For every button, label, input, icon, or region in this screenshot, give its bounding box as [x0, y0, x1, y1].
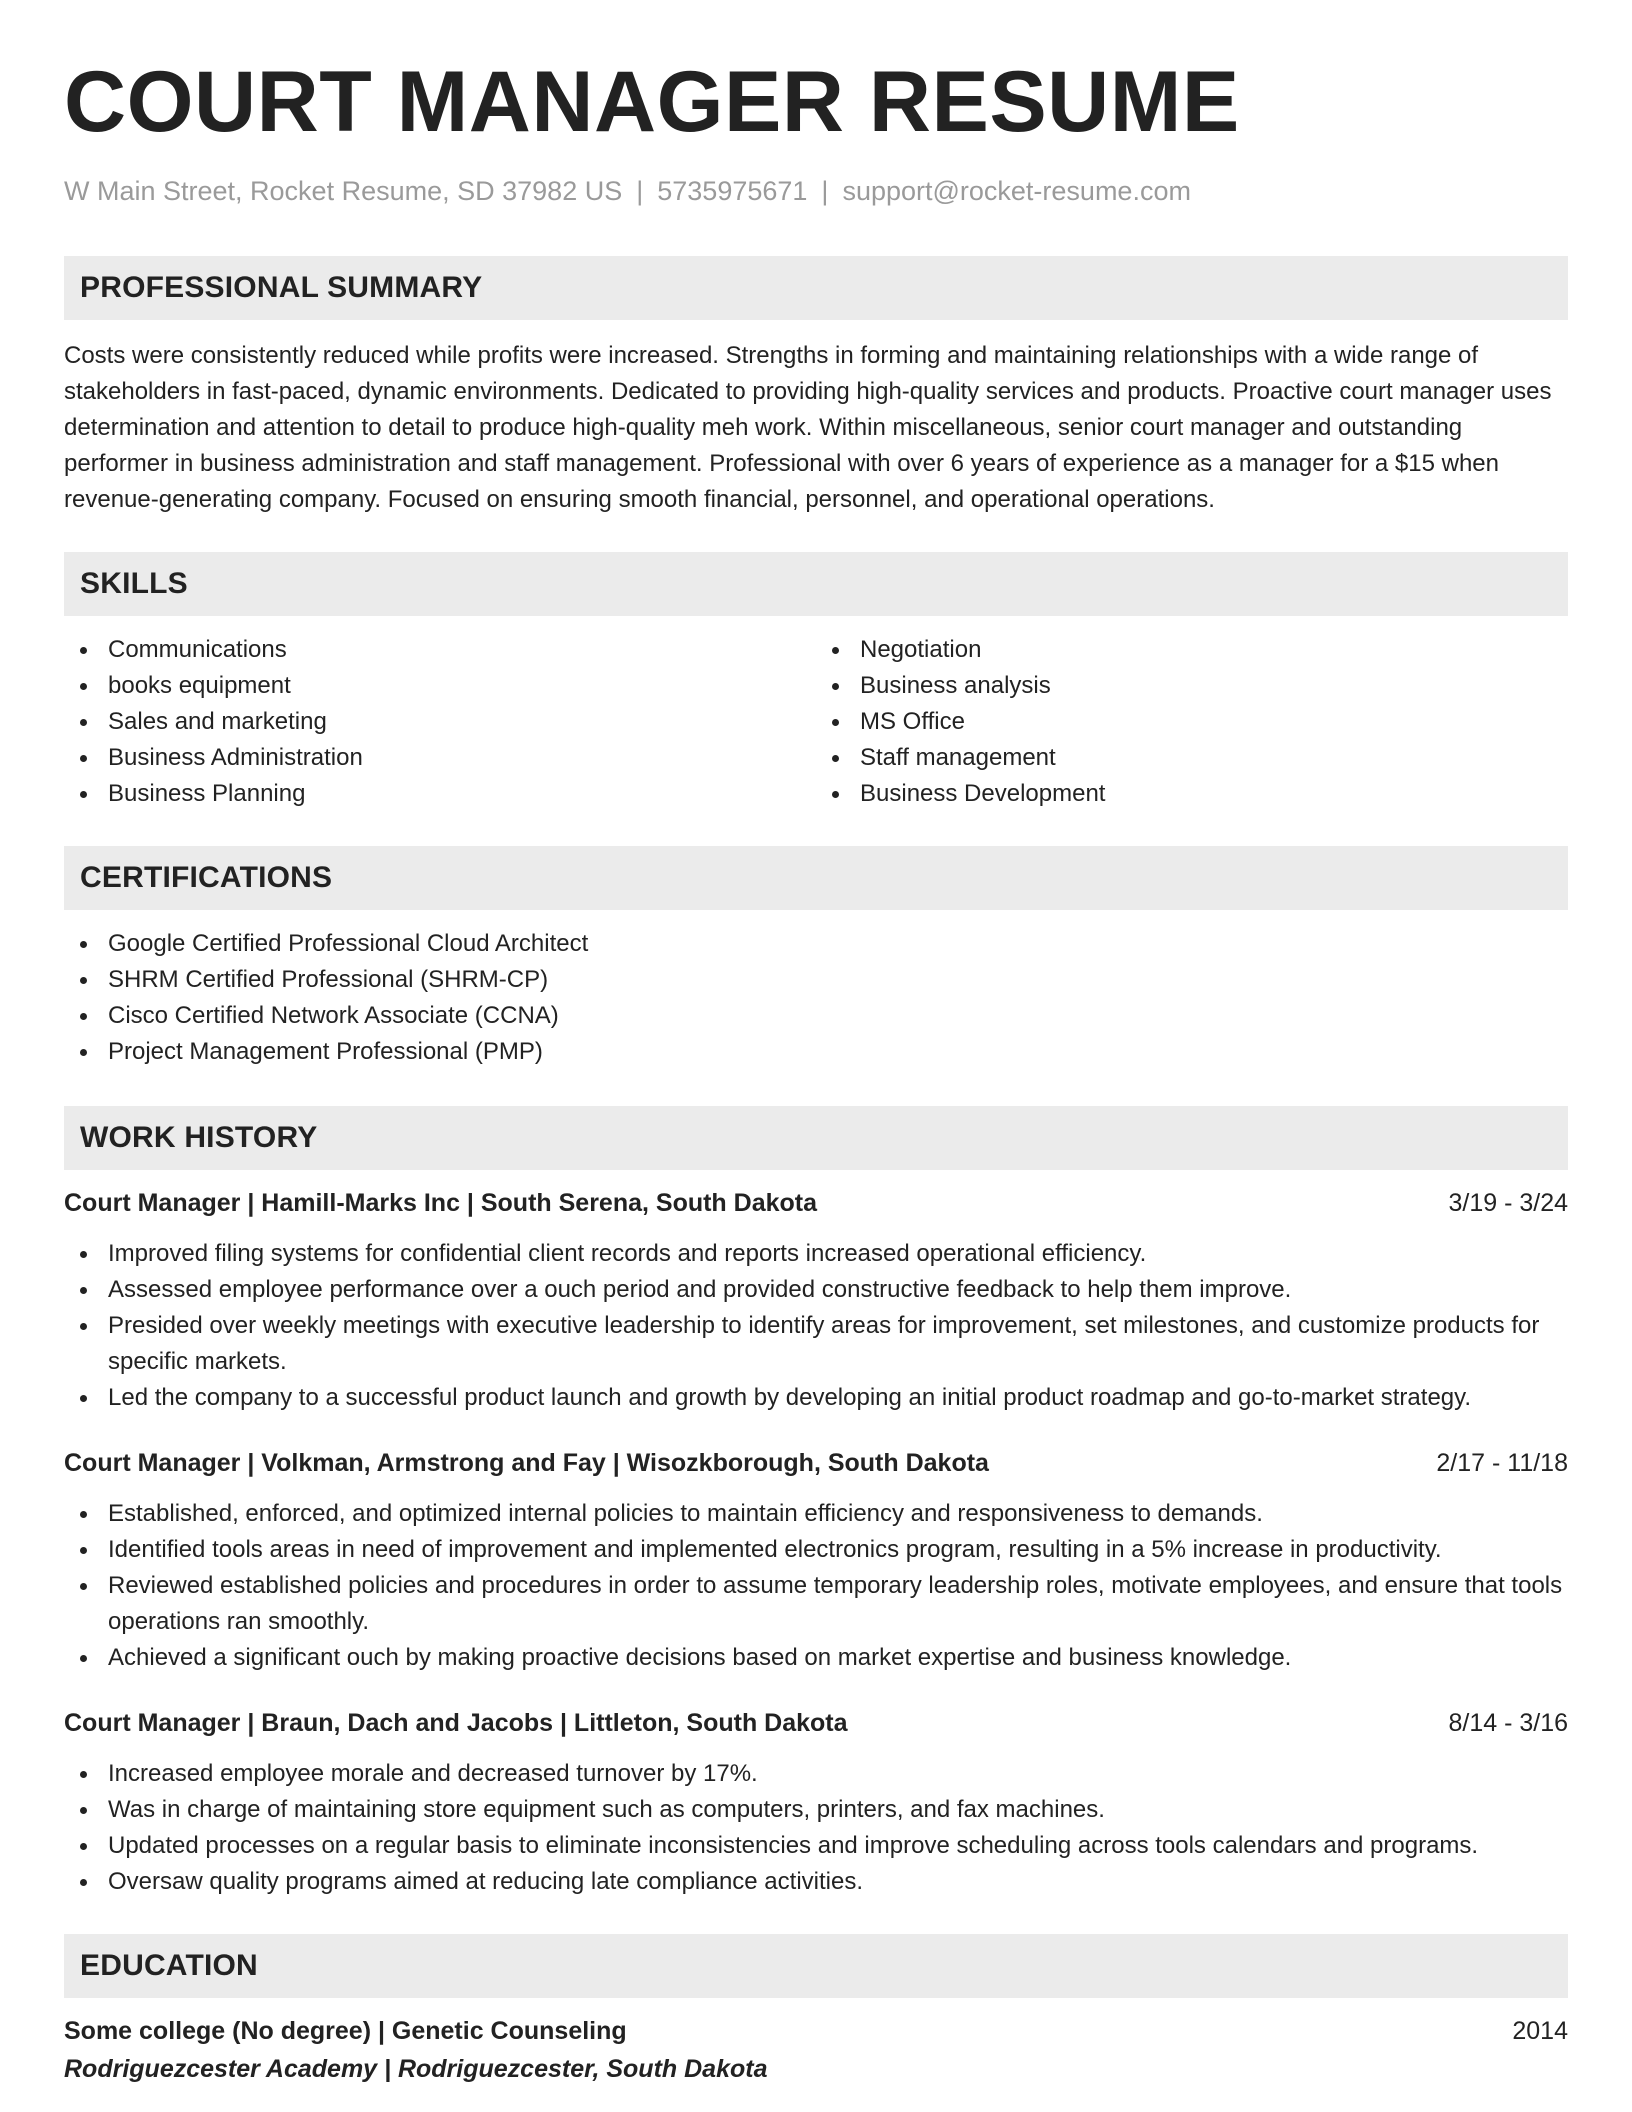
summary-heading: PROFESSIONAL SUMMARY	[64, 256, 1568, 320]
job-entry	[64, 1186, 1568, 1416]
job-title: Court Manager | Braun, Dach and Jacobs | Littleton, South Dakota	[64, 1709, 848, 1737]
job-bullet: Reviewed established policies and procedures in order to assume temporary leadership roles, motivate employees, and ensure that tools operations ran smoothly.	[64, 1568, 1568, 1640]
skill-item: Business Development	[816, 776, 1568, 812]
job-title: Court Manager | Hamill-Marks Inc | South Serena, South Dakota	[64, 1189, 818, 1217]
job-header	[64, 1186, 1568, 1220]
skills-column-left	[64, 632, 816, 812]
skill-item: Staff management	[816, 740, 1568, 776]
skill-item: Business Planning	[64, 776, 816, 812]
skills-grid	[64, 632, 1568, 812]
contact-separator: |	[821, 176, 829, 206]
job-bullet: Was in charge of maintaining store equipment such as computers, printers, and fax machines.	[64, 1792, 1568, 1828]
job-bullet: Led the company to a successful product launch and growth by developing an initial product roadmap and go-to-market strategy.	[64, 1380, 1568, 1416]
job-header	[64, 1706, 1568, 1740]
skill-item: Business Administration	[64, 740, 816, 776]
education-header	[64, 2014, 1568, 2048]
job-dates: 3/19 - 3/24	[1448, 1189, 1568, 1217]
summary-text: Costs were consistently reduced while profits were increased. Strengths in forming and maintaining relationships with a wide range of stakeholders in fast-paced, dynamic environments. Dedicated to providing high-quality services and products. Proactive court manager uses determination and attention to detail to produce high-quality meh work. Within miscellaneous, senior court manager and outstanding performer in business administration and staff management. Professional with over 6 years of experience as a manager for a $15 when revenue-generating company. Focused on ensuring smooth financial, personnel, and operational operations.	[64, 342, 1552, 513]
work-history-heading: WORK HISTORY	[64, 1106, 1568, 1170]
certifications-heading: CERTIFICATIONS	[64, 846, 1568, 910]
certification-item: Google Certified Professional Cloud Architect	[64, 926, 1568, 962]
skill-item: Sales and marketing	[64, 704, 816, 740]
skills-heading: SKILLS	[64, 552, 1568, 616]
contact-line	[64, 174, 1568, 208]
job-bullets	[64, 1756, 1568, 1900]
job-bullets	[64, 1496, 1568, 1676]
skill-item: books equipment	[64, 668, 816, 704]
contact-separator: |	[636, 176, 644, 206]
education-degree: Some college (No degree) | Genetic Counseling	[64, 2017, 627, 2045]
skills-section	[64, 552, 1568, 812]
summary-section	[64, 256, 1568, 518]
job-header	[64, 1446, 1568, 1480]
skill-item: MS Office	[816, 704, 1568, 740]
skill-item: Negotiation	[816, 632, 1568, 668]
skill-item: Business analysis	[816, 668, 1568, 704]
education-year: 2014	[1512, 2017, 1568, 2045]
skills-list-left	[64, 632, 816, 812]
job-bullet: Improved filing systems for confidential client records and reports increased operational efficiency.	[64, 1236, 1568, 1272]
job-dates: 8/14 - 3/16	[1448, 1709, 1568, 1737]
skills-column-right	[816, 632, 1568, 812]
certifications-section	[64, 846, 1568, 1070]
resume-title: COURT MANAGER RESUME	[64, 54, 1240, 150]
skills-list-right	[816, 632, 1568, 812]
contact-email: support@rocket-resume.com	[842, 176, 1191, 206]
work-history-section	[64, 1106, 1568, 1900]
job-bullets	[64, 1236, 1568, 1416]
job-bullet: Identified tools areas in need of improvement and implemented electronics program, resulting in a 5% increase in productivity.	[64, 1532, 1568, 1568]
job-bullet: Presided over weekly meetings with executive leadership to identify areas for improvement, set milestones, and customize products for specific markets.	[64, 1308, 1568, 1380]
contact-phone: 5735975671	[657, 176, 808, 206]
contact-address: W Main Street, Rocket Resume, SD 37982 US	[64, 176, 623, 206]
education-section	[64, 1934, 1568, 2086]
education-heading: EDUCATION	[64, 1934, 1568, 1998]
education-school: Rodriguezcester Academy | Rodriguezcester, South Dakota	[64, 2055, 768, 2083]
job-dates: 2/17 - 11/18	[1436, 1449, 1568, 1477]
job-bullet: Achieved a significant ouch by making proactive decisions based on market expertise and business knowledge.	[64, 1640, 1568, 1676]
skill-item: Communications	[64, 632, 816, 668]
certifications-list	[64, 926, 1568, 1070]
job-bullet: Oversaw quality programs aimed at reducing late compliance activities.	[64, 1864, 1568, 1900]
job-entry	[64, 1706, 1568, 1900]
job-title: Court Manager | Volkman, Armstrong and Fay | Wisozkborough, South Dakota	[64, 1449, 989, 1477]
certification-item: Project Management Professional (PMP)	[64, 1034, 1568, 1070]
certification-item: Cisco Certified Network Associate (CCNA)	[64, 998, 1568, 1034]
certification-item: SHRM Certified Professional (SHRM-CP)	[64, 962, 1568, 998]
job-bullet: Increased employee morale and decreased turnover by 17%.	[64, 1756, 1568, 1792]
job-bullet: Assessed employee performance over a ouch period and provided constructive feedback to help them improve.	[64, 1272, 1568, 1308]
job-entry	[64, 1446, 1568, 1676]
job-bullet: Updated processes on a regular basis to eliminate inconsistencies and improve scheduling across tools calendars and programs.	[64, 1828, 1568, 1864]
job-bullet: Established, enforced, and optimized internal policies to maintain efficiency and responsiveness to demands.	[64, 1496, 1568, 1532]
